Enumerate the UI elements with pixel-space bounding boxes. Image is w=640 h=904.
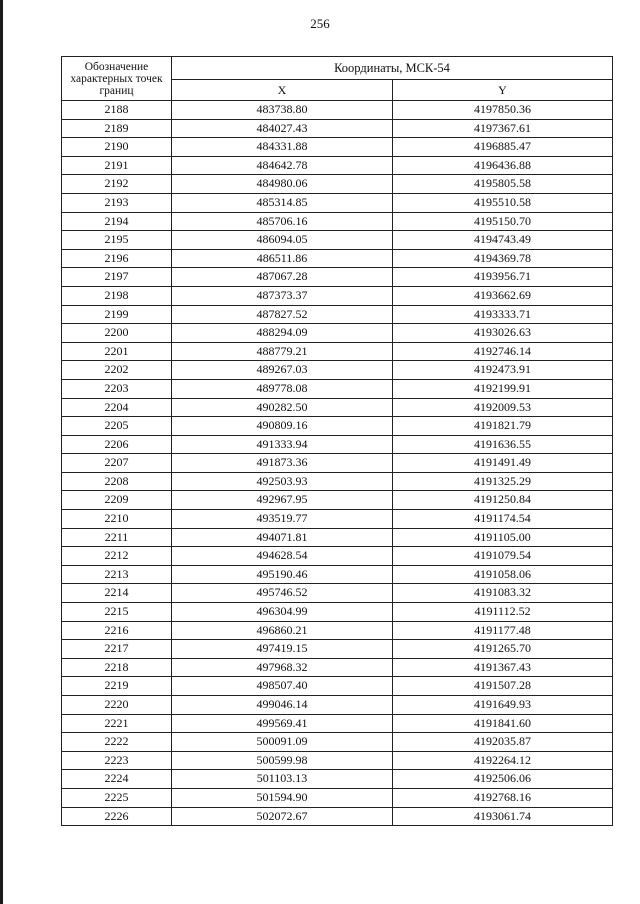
x-coordinate-cell: 489778.08 — [172, 379, 393, 398]
x-coordinate-cell: 501103.13 — [172, 770, 393, 789]
point-id-cell: 2217 — [62, 640, 172, 659]
y-coordinate-cell: 4195510.58 — [393, 193, 613, 212]
point-id-cell: 2215 — [62, 603, 172, 622]
y-coordinate-cell: 4192199.91 — [393, 379, 613, 398]
y-coordinate-cell: 4192009.53 — [393, 398, 613, 417]
x-coordinate-cell: 485314.85 — [172, 193, 393, 212]
table-header-row-1 — [62, 57, 613, 80]
table-row — [62, 379, 613, 398]
x-coordinate-cell: 484331.88 — [172, 138, 393, 157]
x-coordinate-cell: 496860.21 — [172, 621, 393, 640]
y-coordinate-cell: 4193333.71 — [393, 305, 613, 324]
table-row — [62, 472, 613, 491]
point-id-cell: 2193 — [62, 193, 172, 212]
x-coordinate-cell: 486094.05 — [172, 231, 393, 250]
table-row — [62, 212, 613, 231]
point-id-cell: 2213 — [62, 565, 172, 584]
point-id-cell: 2224 — [62, 770, 172, 789]
point-id-cell: 2195 — [62, 231, 172, 250]
point-id-cell: 2196 — [62, 249, 172, 268]
y-coordinate-cell: 4191250.84 — [393, 491, 613, 510]
x-coordinate-cell: 494071.81 — [172, 528, 393, 547]
point-id-cell: 2189 — [62, 119, 172, 138]
x-coordinate-cell: 487827.52 — [172, 305, 393, 324]
y-coordinate-cell: 4192473.91 — [393, 361, 613, 380]
point-id-cell: 2226 — [62, 807, 172, 826]
point-id-cell: 2207 — [62, 454, 172, 473]
point-id-cell: 2188 — [62, 101, 172, 120]
x-coordinate-cell: 483738.80 — [172, 101, 393, 120]
x-coordinate-cell: 497419.15 — [172, 640, 393, 659]
point-id-cell: 2210 — [62, 510, 172, 529]
table-row — [62, 156, 613, 175]
table-row — [62, 286, 613, 305]
y-coordinate-cell: 4191821.79 — [393, 417, 613, 436]
y-coordinate-cell: 4191112.52 — [393, 603, 613, 622]
x-column-header: X — [172, 80, 393, 101]
point-id-cell: 2222 — [62, 733, 172, 752]
table-row — [62, 268, 613, 287]
table-row — [62, 119, 613, 138]
y-coordinate-cell: 4195150.70 — [393, 212, 613, 231]
point-id-cell: 2202 — [62, 361, 172, 380]
y-coordinate-cell: 4191079.54 — [393, 547, 613, 566]
y-coordinate-cell: 4191325.29 — [393, 472, 613, 491]
table-row — [62, 640, 613, 659]
point-id-cell: 2208 — [62, 472, 172, 491]
point-id-cell: 2221 — [62, 714, 172, 733]
y-coordinate-cell: 4192264.12 — [393, 751, 613, 770]
y-coordinate-cell: 4191649.93 — [393, 696, 613, 715]
point-id-cell: 2192 — [62, 175, 172, 194]
table-row — [62, 101, 613, 120]
table-row — [62, 342, 613, 361]
x-coordinate-cell: 487067.28 — [172, 268, 393, 287]
table-row — [62, 584, 613, 603]
y-coordinate-cell: 4191177.48 — [393, 621, 613, 640]
table-row — [62, 417, 613, 436]
x-coordinate-cell: 500599.98 — [172, 751, 393, 770]
table-row — [62, 547, 613, 566]
x-coordinate-cell: 493519.77 — [172, 510, 393, 529]
table-row — [62, 249, 613, 268]
point-id-cell: 2218 — [62, 658, 172, 677]
y-coordinate-cell: 4191636.55 — [393, 435, 613, 454]
table-row — [62, 305, 613, 324]
point-id-cell: 2214 — [62, 584, 172, 603]
x-coordinate-cell: 489267.03 — [172, 361, 393, 380]
y-coordinate-cell: 4192035.87 — [393, 733, 613, 752]
table-row — [62, 677, 613, 696]
x-coordinate-cell: 490282.50 — [172, 398, 393, 417]
y-coordinate-cell: 4195805.58 — [393, 175, 613, 194]
x-coordinate-cell: 491873.36 — [172, 454, 393, 473]
point-id-cell: 2211 — [62, 528, 172, 547]
x-coordinate-cell: 484027.43 — [172, 119, 393, 138]
table-row — [62, 603, 613, 622]
x-coordinate-cell: 495190.46 — [172, 565, 393, 584]
x-coordinate-cell: 491333.94 — [172, 435, 393, 454]
table-row — [62, 528, 613, 547]
y-coordinate-cell: 4194369.78 — [393, 249, 613, 268]
table-row — [62, 138, 613, 157]
table-row — [62, 714, 613, 733]
x-coordinate-cell: 490809.16 — [172, 417, 393, 436]
coordinates-table — [61, 56, 613, 826]
point-id-cell: 2194 — [62, 212, 172, 231]
point-id-cell: 2204 — [62, 398, 172, 417]
point-id-cell: 2198 — [62, 286, 172, 305]
point-id-cell: 2201 — [62, 342, 172, 361]
point-id-cell: 2223 — [62, 751, 172, 770]
y-coordinate-cell: 4193026.63 — [393, 324, 613, 343]
scan-edge — [0, 0, 3, 904]
x-coordinate-cell: 484980.06 — [172, 175, 393, 194]
y-coordinate-cell: 4191507.28 — [393, 677, 613, 696]
table-row — [62, 733, 613, 752]
point-id-cell: 2205 — [62, 417, 172, 436]
x-coordinate-cell: 496304.99 — [172, 603, 393, 622]
point-id-cell: 2197 — [62, 268, 172, 287]
x-coordinate-cell: 498507.40 — [172, 677, 393, 696]
point-id-cell: 2206 — [62, 435, 172, 454]
y-coordinate-cell: 4191105.00 — [393, 528, 613, 547]
x-coordinate-cell: 502072.67 — [172, 807, 393, 826]
point-id-cell: 2216 — [62, 621, 172, 640]
x-coordinate-cell: 488294.09 — [172, 324, 393, 343]
y-coordinate-cell: 4193956.71 — [393, 268, 613, 287]
x-coordinate-cell: 492503.93 — [172, 472, 393, 491]
table-row — [62, 361, 613, 380]
table-row — [62, 193, 613, 212]
point-id-cell: 2209 — [62, 491, 172, 510]
y-coordinate-cell: 4192768.16 — [393, 788, 613, 807]
y-coordinate-cell: 4191841.60 — [393, 714, 613, 733]
table-row — [62, 231, 613, 250]
x-coordinate-cell: 488779.21 — [172, 342, 393, 361]
table-header — [62, 57, 613, 101]
y-coordinate-cell: 4196885.47 — [393, 138, 613, 157]
y-coordinate-cell: 4191058.06 — [393, 565, 613, 584]
table-row — [62, 565, 613, 584]
point-id-cell: 2225 — [62, 788, 172, 807]
table-row — [62, 175, 613, 194]
x-coordinate-cell: 486511.86 — [172, 249, 393, 268]
table-row — [62, 510, 613, 529]
x-coordinate-cell: 501594.90 — [172, 788, 393, 807]
y-coordinate-cell: 4191083.32 — [393, 584, 613, 603]
y-coordinate-cell: 4196436.88 — [393, 156, 613, 175]
y-column-header: Y — [393, 80, 613, 101]
y-coordinate-cell: 4192746.14 — [393, 342, 613, 361]
x-coordinate-cell: 495746.52 — [172, 584, 393, 603]
table-row — [62, 770, 613, 789]
table-row — [62, 621, 613, 640]
y-coordinate-cell: 4197850.36 — [393, 101, 613, 120]
x-coordinate-cell: 492967.95 — [172, 491, 393, 510]
point-id-cell: 2212 — [62, 547, 172, 566]
point-id-cell: 2190 — [62, 138, 172, 157]
y-coordinate-cell: 4191367.43 — [393, 658, 613, 677]
y-coordinate-cell: 4191491.49 — [393, 454, 613, 473]
y-coordinate-cell: 4193061.74 — [393, 807, 613, 826]
table-row — [62, 454, 613, 473]
x-coordinate-cell: 500091.09 — [172, 733, 393, 752]
point-id-cell: 2219 — [62, 677, 172, 696]
table-row — [62, 658, 613, 677]
table-row — [62, 788, 613, 807]
y-coordinate-cell: 4192506.06 — [393, 770, 613, 789]
coordinates-group-header: Координаты, МСК-54 — [172, 57, 613, 80]
x-coordinate-cell: 497968.32 — [172, 658, 393, 677]
point-id-cell: 2191 — [62, 156, 172, 175]
x-coordinate-cell: 487373.37 — [172, 286, 393, 305]
table-row — [62, 491, 613, 510]
x-coordinate-cell: 494628.54 — [172, 547, 393, 566]
point-id-cell: 2203 — [62, 379, 172, 398]
y-coordinate-cell: 4197367.61 — [393, 119, 613, 138]
table-row — [62, 807, 613, 826]
table-row — [62, 435, 613, 454]
x-coordinate-cell: 499046.14 — [172, 696, 393, 715]
x-coordinate-cell: 485706.16 — [172, 212, 393, 231]
point-id-cell: 2200 — [62, 324, 172, 343]
table-row — [62, 751, 613, 770]
y-coordinate-cell: 4194743.49 — [393, 231, 613, 250]
y-coordinate-cell: 4193662.69 — [393, 286, 613, 305]
y-coordinate-cell: 4191265.70 — [393, 640, 613, 659]
point-id-cell: 2199 — [62, 305, 172, 324]
table-body — [62, 101, 613, 826]
point-id-cell: 2220 — [62, 696, 172, 715]
y-coordinate-cell: 4191174.54 — [393, 510, 613, 529]
page-number: 256 — [310, 16, 330, 31]
x-coordinate-cell: 499569.41 — [172, 714, 393, 733]
x-coordinate-cell: 484642.78 — [172, 156, 393, 175]
table-row — [62, 398, 613, 417]
table-row — [62, 324, 613, 343]
table-row — [62, 696, 613, 715]
point-column-header: Обозначение характерных точек границ — [62, 57, 172, 101]
